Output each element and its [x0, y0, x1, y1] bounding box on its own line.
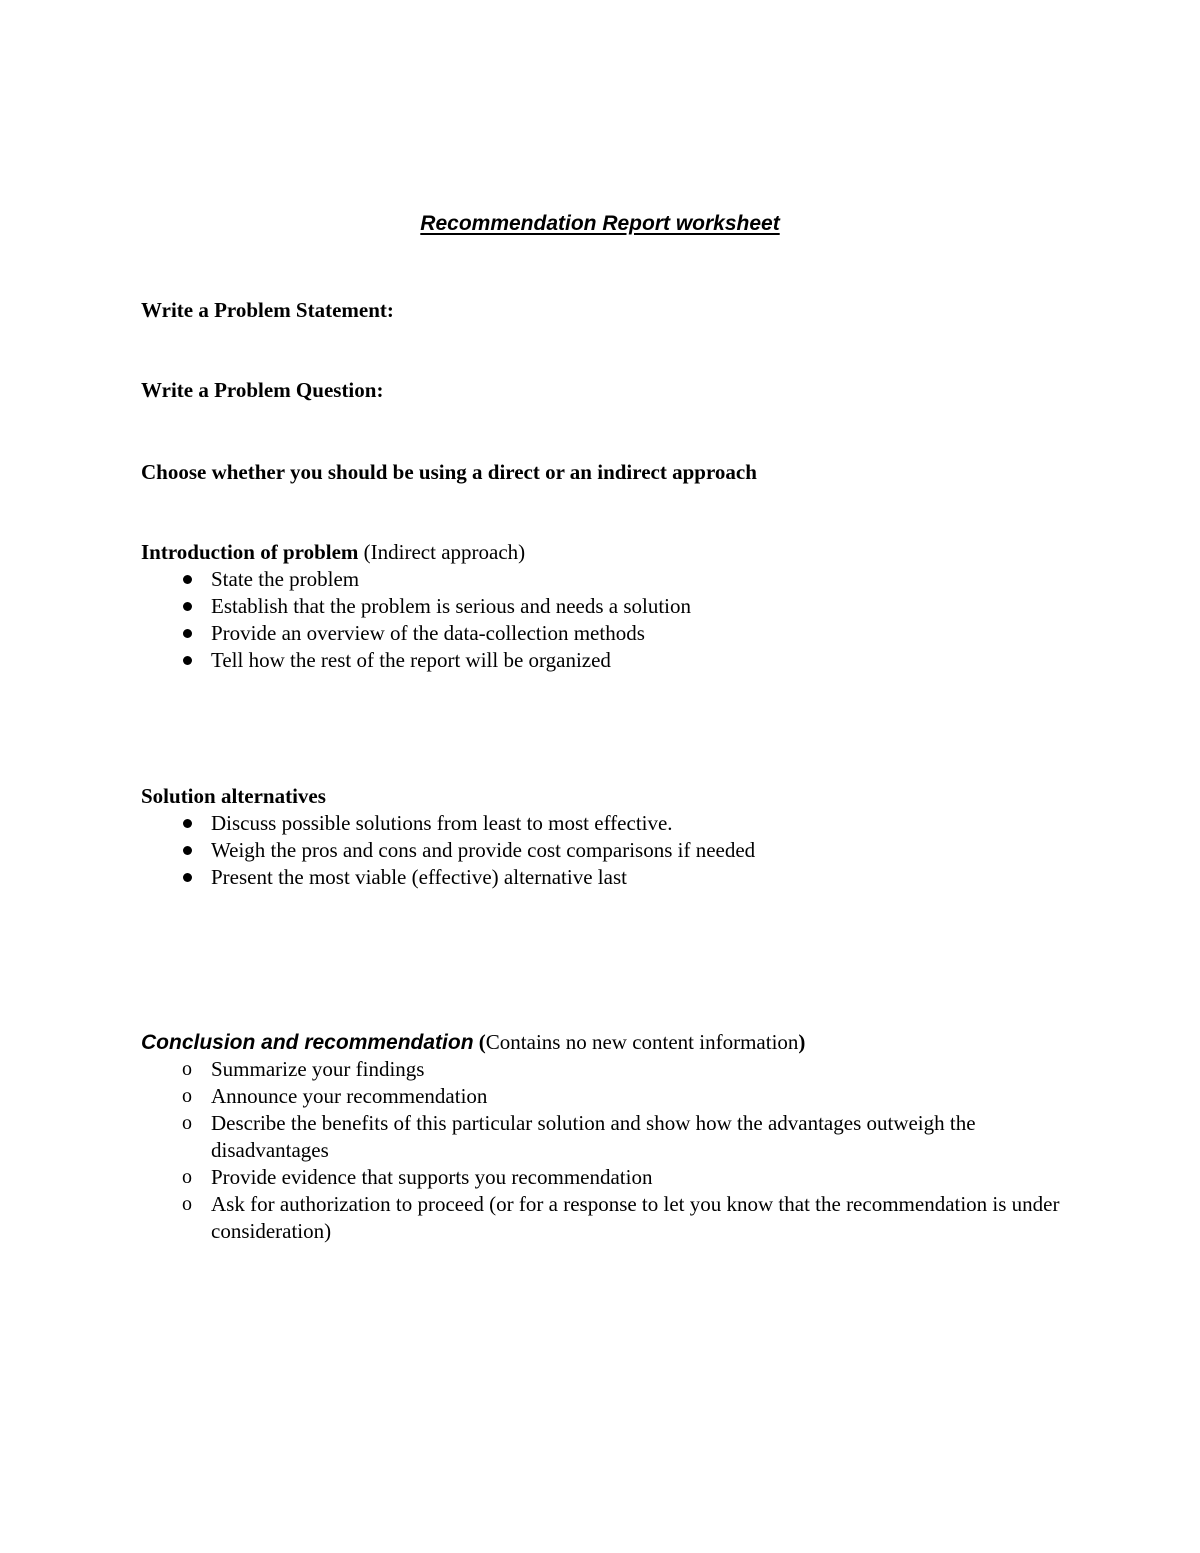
list-item-text: Describe the benefits of this particular solution and show how the advantages outweigh the disadvantages: [211, 1111, 976, 1162]
list-item-text: Provide an overview of the data-collection methods: [211, 621, 645, 645]
bullet-icon: [177, 864, 197, 891]
list-item: [141, 566, 1061, 593]
list-item-text: State the problem: [211, 567, 360, 591]
list-item: [141, 620, 1061, 647]
approach-section: [141, 459, 1061, 486]
approach-label: Choose whether you should be using a direct or an indirect approach: [141, 460, 757, 484]
introduction-heading: [141, 539, 1061, 566]
bullet-icon: [177, 837, 197, 864]
list-item-text: Present the most viable (effective) alternative last: [211, 865, 627, 889]
list-item: [141, 1056, 1061, 1083]
list-item: [141, 864, 1061, 891]
problem-statement-section: [141, 297, 1061, 324]
problem-statement-label: Write a Problem Statement:: [141, 298, 394, 322]
list-item: [141, 837, 1061, 864]
conclusion-list: [141, 1056, 1061, 1245]
conclusion-note-open-paren: (: [478, 1030, 486, 1054]
introduction-list: [141, 566, 1061, 674]
list-item-text: Provide evidence that supports you recommendation: [211, 1165, 653, 1189]
list-item-text: Establish that the problem is serious and needs a solution: [211, 594, 692, 618]
list-item-text: Weigh the pros and cons and provide cost comparisons if needed: [211, 838, 756, 862]
list-item-text: Tell how the rest of the report will be organized: [211, 648, 611, 672]
conclusion-heading-text: Conclusion and recommendation: [141, 1031, 474, 1054]
conclusion-note-close-paren: ): [798, 1030, 806, 1054]
list-item: [141, 647, 1061, 674]
solutions-section: [141, 783, 1061, 891]
list-item: [141, 1110, 1061, 1164]
list-item-text: Summarize your findings: [211, 1057, 425, 1081]
introduction-note: (Indirect approach): [363, 540, 526, 564]
solutions-heading: Solution alternatives: [141, 784, 326, 808]
list-item-text: Ask for authorization to proceed (or for a response to let you know that the recommendation is under consideration): [211, 1192, 1060, 1243]
bullet-icon: [177, 647, 197, 674]
introduction-heading-text: Introduction of problem: [141, 540, 359, 564]
list-item-text: Announce your recommendation: [211, 1084, 488, 1108]
circle-bullet-icon: o: [182, 1058, 192, 1080]
list-item: [141, 810, 1061, 837]
conclusion-heading: [141, 1029, 1061, 1056]
circle-bullet-icon: o: [182, 1193, 192, 1215]
list-item: [141, 1191, 1061, 1245]
bullet-icon: [177, 566, 197, 593]
problem-question-section: [141, 377, 1061, 404]
bullet-icon: [177, 593, 197, 620]
bullet-icon: [177, 620, 197, 647]
conclusion-note: Contains no new content information: [485, 1030, 799, 1054]
solutions-list: [141, 810, 1061, 891]
problem-question-label: Write a Problem Question:: [141, 378, 384, 402]
circle-bullet-icon: o: [182, 1166, 192, 1188]
list-item: [141, 1083, 1061, 1110]
list-item-text: Discuss possible solutions from least to most effective.: [211, 811, 673, 835]
page-title: Recommendation Report worksheet: [420, 212, 780, 235]
circle-bullet-icon: o: [182, 1112, 192, 1134]
circle-bullet-icon: o: [182, 1085, 192, 1107]
conclusion-section: [141, 1029, 1061, 1245]
bullet-icon: [177, 810, 197, 837]
introduction-section: [141, 539, 1061, 674]
list-item: [141, 593, 1061, 620]
list-item: [141, 1164, 1061, 1191]
